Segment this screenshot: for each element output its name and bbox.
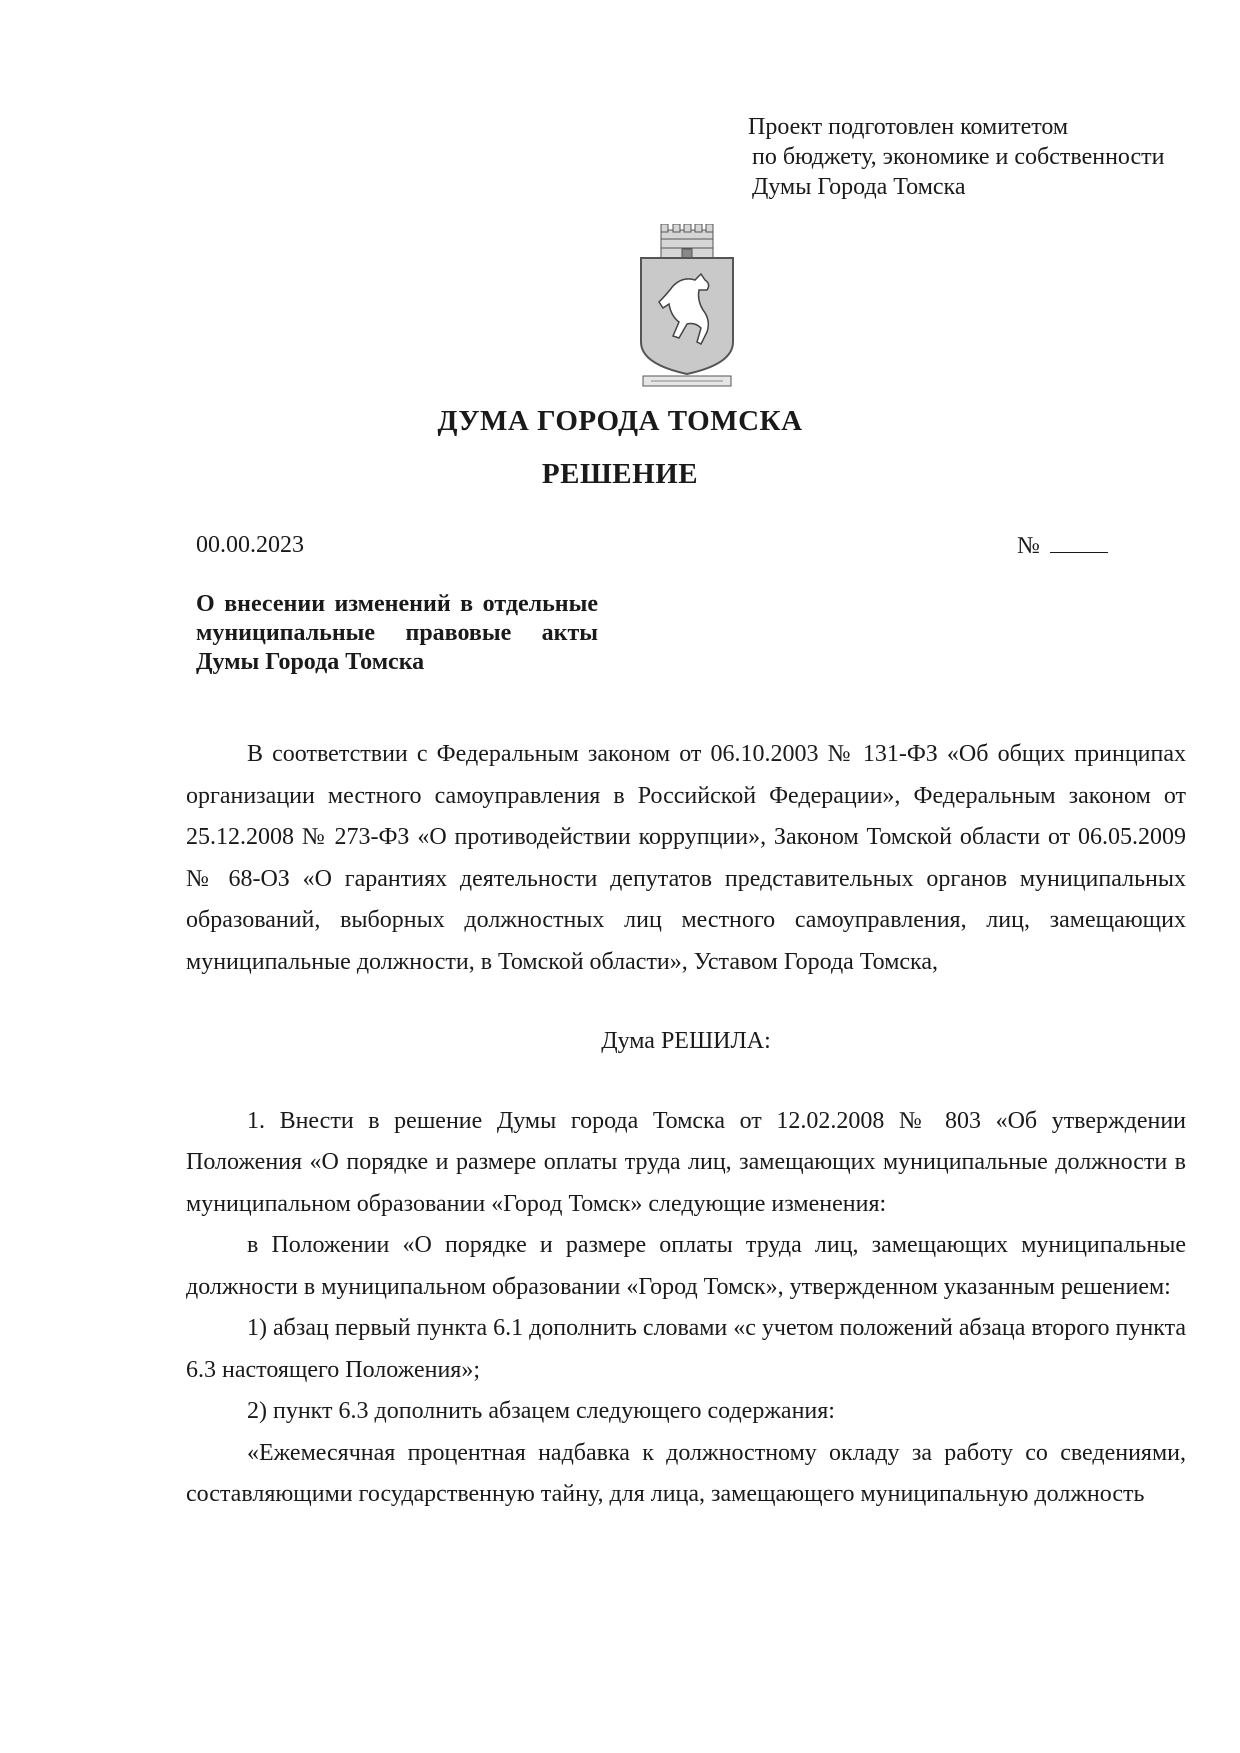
preamble-paragraph: В соответствии с Федеральным законом от 06.10.2003 № 131-ФЗ «Об общих принципах организации местного самоуправления в Российской Федерации», Федеральным законом от 25.12.2008 № 273-ФЗ «О противодействии коррупции», Законом Томской области от 06.05.2009 № 68-ОЗ «О гарантиях деятельности депутатов представительных органов муниципальных образований, выборных должностных лиц местного самоуправления, лиц, замещающих муниципальные должности, в Томской области», Уставом Города Томска, — [186, 741, 1186, 975]
subject-line: Думы Города Томска — [196, 649, 425, 675]
organization-title: ДУМА ГОРОДА ТОМСКА — [437, 405, 803, 437]
document-date: 00.00.2023 — [196, 532, 304, 558]
prepared-by-line: Думы Города Томска — [752, 174, 966, 200]
body-paragraph: 1. Внести в решение Думы города Томска от 12.02.2008 № 803 «Об утверждении Положения «О порядке и размере оплаты труда лиц, замещающих муниципальные должности в муниципальном образовании «Город Томск» следующие изменения: — [186, 1107, 1186, 1217]
document-subject — [196, 590, 598, 677]
body-paragraph: 2) пункт 6.3 дополнить абзацем следующего содержания: — [247, 1398, 835, 1424]
body-paragraph: «Ежемесячная процентная надбавка к должностному окладу за работу со сведениями, составляющими государственную тайну, для лица, замещающего муниципальную должность — [186, 1439, 1186, 1507]
subject-line: О внесении изменений в отдельные — [196, 591, 598, 617]
document-body — [186, 734, 1186, 1516]
body-paragraph: в Положении «О порядке и размере оплаты труда лиц, замещающих муниципальные должности в муниципальном образовании «Город Томск», утвержденном указанным решением: — [186, 1232, 1186, 1300]
document-number — [1017, 530, 1108, 560]
resolution-heading: Дума РЕШИЛА: — [601, 1028, 771, 1054]
number-blank — [1050, 530, 1108, 553]
prepared-by-line: Проект подготовлен комитетом — [748, 114, 1069, 140]
prepared-by-line: по бюджету, экономике и собственности — [752, 144, 1165, 170]
subject-line: муниципальные правовые акты — [196, 620, 598, 646]
tomsk-coat-of-arms-icon — [637, 224, 737, 394]
body-paragraph: 1) абзац первый пункта 6.1 дополнить словами «с учетом положений абзаца второго пункта 6.3 настоящего Положения»; — [186, 1315, 1186, 1383]
document-type-title: РЕШЕНИЕ — [541, 458, 699, 490]
number-label: № — [1017, 533, 1040, 559]
prepared-by-note — [748, 112, 1165, 202]
